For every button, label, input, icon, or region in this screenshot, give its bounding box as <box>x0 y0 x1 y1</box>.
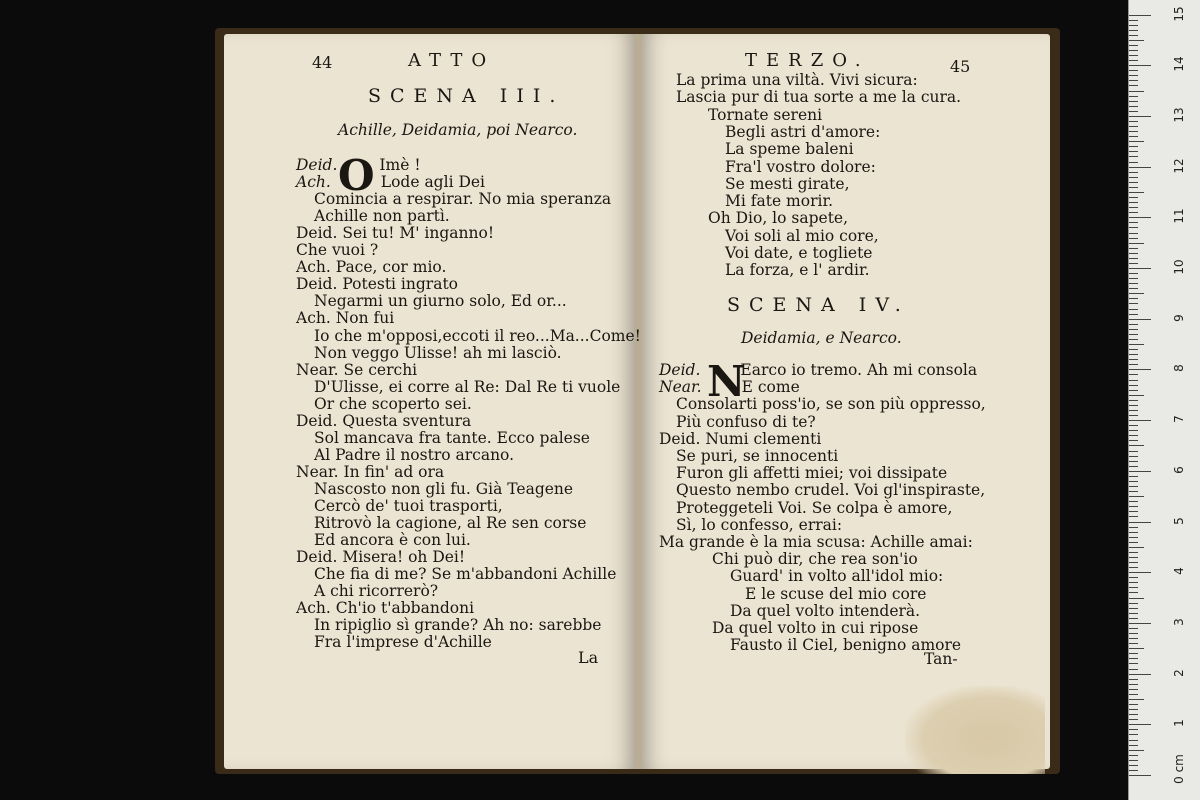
ruler-tick <box>1129 506 1138 507</box>
ruler-tick <box>1129 385 1138 386</box>
ruler-tick <box>1129 45 1138 46</box>
ruler-tick <box>1129 329 1138 330</box>
ruler-unit-label: 0 cm <box>1172 754 1186 784</box>
text-line: Questo nembo crudel. Voi gl'inspiraste, <box>676 481 986 500</box>
ruler-tick <box>1129 415 1138 416</box>
speaker-label: Deid. <box>659 361 701 379</box>
text-line: Ritrovò la cagione, al Re sen corse <box>314 514 587 533</box>
ruler-tick <box>1129 516 1138 517</box>
text-line: Fra'l vostro dolore: <box>725 157 876 176</box>
ruler-tick <box>1129 25 1138 26</box>
text-line: Sol mancava fra tante. Ecco palese <box>314 428 590 447</box>
ruler-tick <box>1129 20 1138 21</box>
ruler-number: 4 <box>1172 567 1186 576</box>
right-cast-list: Deidamia, e Nearco. <box>741 329 902 347</box>
text-line: Mi fate morir. <box>725 192 834 211</box>
ruler-tick <box>1129 745 1138 746</box>
ruler-tick <box>1129 121 1138 122</box>
ruler-tick <box>1129 30 1138 31</box>
text-line: Consolarti poss'io, se son più oppresso, <box>676 395 986 414</box>
ruler-tick <box>1129 719 1138 720</box>
ruler-tick <box>1129 395 1144 396</box>
ruler-tick <box>1129 476 1138 477</box>
ruler-tick <box>1129 288 1138 289</box>
ruler-tick <box>1129 527 1138 528</box>
text-line: A chi ricorrerò? <box>314 582 439 601</box>
measurement-ruler <box>1128 0 1200 800</box>
ruler-tick <box>1129 694 1138 695</box>
ruler-tick <box>1129 451 1138 452</box>
ruler-tick <box>1129 592 1138 593</box>
text-line: Deid. Misera! oh Dei! <box>296 548 466 567</box>
left-catchword: La <box>578 648 599 667</box>
text-line: Più confuso di te? <box>676 412 816 431</box>
text-line: Oh Dio, lo sapete, <box>708 209 849 228</box>
ruler-number: 12 <box>1172 157 1186 174</box>
ruler-tick <box>1129 233 1138 234</box>
ruler-tick <box>1129 420 1151 421</box>
text-line: Furon gli affetti miei; voi dissipate <box>676 464 948 483</box>
ruler-tick <box>1129 309 1138 310</box>
ruler-tick <box>1129 638 1138 639</box>
text-line: Se puri, se innocenti <box>676 447 839 465</box>
ruler-tick <box>1129 50 1138 51</box>
ruler-tick <box>1129 755 1138 756</box>
ruler-tick <box>1129 151 1138 152</box>
ruler-tick <box>1129 557 1138 558</box>
ruler-tick <box>1129 248 1138 249</box>
ruler-tick <box>1129 187 1138 188</box>
ruler-tick <box>1129 374 1138 375</box>
ruler-tick <box>1129 729 1138 730</box>
ruler-tick <box>1129 603 1138 604</box>
ruler-tick <box>1129 643 1138 644</box>
left-cast-list: Achille, Deidamia, poi Nearco. <box>338 121 578 139</box>
ruler-tick <box>1129 96 1138 97</box>
text-line: Io che m'opposi,eccoti il reo...Ma...Come! <box>314 326 641 345</box>
ruler-tick <box>1129 324 1138 325</box>
ruler-tick <box>1129 734 1138 735</box>
ruler-tick <box>1129 162 1138 163</box>
ruler-tick <box>1129 268 1151 269</box>
ruler-tick <box>1129 740 1138 741</box>
text-line: Proteggeteli Voi. Se colpa è amore, <box>676 498 953 517</box>
ruler-tick <box>1129 704 1138 705</box>
right-running-head: TERZO. <box>745 50 870 71</box>
ruler-tick <box>1129 141 1144 142</box>
ruler-tick <box>1129 334 1138 335</box>
ruler-tick <box>1129 380 1138 381</box>
ruler-tick <box>1129 770 1138 771</box>
text-line: Deid. Numi clementi <box>659 429 822 448</box>
ruler-tick <box>1129 709 1138 710</box>
book-gutter <box>634 34 642 769</box>
ruler-tick <box>1129 663 1138 664</box>
text-line: Tornate sereni <box>708 105 823 124</box>
ruler-tick <box>1129 425 1138 426</box>
ruler-tick <box>1129 623 1151 624</box>
text-line: Near. E come <box>659 378 800 397</box>
text-line: Cercò de' tuoi trasporti, <box>314 497 503 515</box>
ruler-tick <box>1129 496 1144 497</box>
ruler-tick <box>1129 101 1138 102</box>
ruler-tick <box>1129 491 1138 492</box>
ruler-tick <box>1129 65 1151 66</box>
ruler-number: 11 <box>1172 208 1186 224</box>
text-line: Achille non partì. <box>314 207 450 226</box>
ruler-number: 10 <box>1172 259 1186 275</box>
ruler-tick <box>1129 775 1151 776</box>
ruler-tick <box>1129 238 1138 239</box>
ruler-tick <box>1129 75 1138 76</box>
ruler-number: 1 <box>1172 719 1186 728</box>
ruler-tick <box>1129 344 1144 345</box>
ruler-tick <box>1129 582 1138 583</box>
ruler-tick <box>1129 227 1138 228</box>
ruler-tick <box>1129 501 1138 502</box>
ruler-tick <box>1129 369 1151 370</box>
ruler-tick <box>1129 669 1138 670</box>
left-scene-title: SCENA III. <box>368 85 565 107</box>
ruler-tick <box>1129 511 1138 512</box>
ruler-tick <box>1129 172 1138 173</box>
speaker-label: Ach. <box>296 173 331 192</box>
ruler-tick <box>1129 435 1138 436</box>
ruler-tick <box>1129 182 1138 183</box>
ruler-number: 9 <box>1172 313 1186 322</box>
text-line: Da quel volto in cui ripose <box>712 619 919 637</box>
ruler-tick <box>1129 598 1144 599</box>
ruler-tick <box>1129 192 1144 193</box>
ruler-tick <box>1129 714 1138 715</box>
text-line: Ma grande è la mia scusa: Achille amai: <box>659 533 973 551</box>
ruler-tick <box>1129 440 1138 441</box>
text-line: Nascosto non gli fu. Già Teagene <box>314 479 574 498</box>
ruler-tick <box>1129 410 1138 411</box>
ruler-tick <box>1129 658 1138 659</box>
text-line: Guard' in volto all'idol mio: <box>730 567 944 586</box>
ruler-tick <box>1129 40 1144 41</box>
text-line: Or che scoperto sei. <box>314 394 472 413</box>
ruler-tick <box>1129 70 1138 71</box>
ruler-tick <box>1129 466 1138 467</box>
ruler-tick <box>1129 298 1138 299</box>
left-drop-cap: O <box>338 151 375 200</box>
text-line: Sì, lo confesso, errai: <box>676 515 843 534</box>
ruler-tick <box>1129 131 1138 132</box>
ruler-tick <box>1129 481 1138 482</box>
ruler-tick <box>1129 724 1151 725</box>
ruler-tick <box>1129 587 1138 588</box>
ruler-tick <box>1129 760 1138 761</box>
text-line: Lascia pur di tua sorte a me la cura. <box>676 88 962 107</box>
text-line: Ach. Pace, cor mio. <box>296 258 447 277</box>
text-line: Ach. Lode agli Dei <box>296 173 486 192</box>
ruler-tick <box>1129 689 1138 690</box>
ruler-tick <box>1129 177 1138 178</box>
text-line: Ed ancora è con lui. <box>314 531 471 550</box>
text-line: Che fia di me? Se m'abbandoni Achille <box>314 565 617 584</box>
right-drop-cap: N <box>707 357 746 406</box>
ruler-tick <box>1129 445 1144 446</box>
ruler-tick <box>1129 537 1138 538</box>
speaker-label: Near. <box>659 378 702 397</box>
ruler-tick <box>1129 572 1151 573</box>
ruler-tick <box>1129 765 1138 766</box>
ruler-tick <box>1129 319 1151 320</box>
ruler-tick <box>1129 522 1151 523</box>
ruler-tick <box>1129 207 1138 208</box>
ruler-tick <box>1129 684 1138 685</box>
text-line: In ripiglio sì grande? Ah no: sarebbe <box>314 616 602 635</box>
text-line: Deid. Potesti ingrato <box>296 275 459 294</box>
left-running-head: ATTO <box>408 50 496 71</box>
ruler-tick <box>1129 314 1138 315</box>
text-line: Ach. Ch'io t'abbandoni <box>296 599 475 618</box>
ruler-tick <box>1129 699 1144 700</box>
ruler-tick <box>1129 243 1144 244</box>
speaker-label: Deid. <box>296 156 338 174</box>
ruler-tick <box>1129 55 1138 56</box>
text-line: Voi soli al mio core, <box>725 226 879 245</box>
ruler-tick <box>1129 618 1138 619</box>
ruler-tick <box>1129 359 1138 360</box>
ruler-tick <box>1129 258 1138 259</box>
ruler-tick <box>1129 562 1138 563</box>
text-line: Deid. Sei tu! M' inganno! <box>296 224 495 243</box>
ruler-tick <box>1129 364 1138 365</box>
text-line: Fausto il Ciel, benigno amore <box>730 636 962 655</box>
text-line: La prima una viltà. Vivi sicura: <box>676 71 918 89</box>
ruler-tick <box>1129 674 1151 675</box>
ruler-tick <box>1129 633 1138 634</box>
text-line: Chi può dir, che rea son'io <box>712 550 918 569</box>
ruler-tick <box>1129 608 1138 609</box>
ruler-tick <box>1129 653 1138 654</box>
ruler-tick <box>1129 471 1151 472</box>
ruler-number: 15 <box>1172 5 1186 22</box>
text-line: Deid. Questa sventura <box>296 411 472 430</box>
ruler-tick <box>1129 197 1138 198</box>
ruler-tick <box>1129 750 1144 751</box>
ruler-tick <box>1129 613 1138 614</box>
text-line: Begli astri d'amore: <box>725 122 881 141</box>
text-line: Da quel volto intenderà. <box>730 601 921 620</box>
text-line: La speme baleni <box>725 140 854 159</box>
ruler-tick <box>1129 217 1151 218</box>
ruler-tick <box>1129 293 1144 294</box>
text-line: Deid. Imè ! <box>296 156 421 174</box>
ruler-tick <box>1129 400 1138 401</box>
water-stain <box>905 686 1045 774</box>
text-line: Near. Se cerchi <box>296 360 418 379</box>
text-line: Non veggo Ulisse! ah mi lasciò. <box>314 343 562 362</box>
ruler-tick <box>1129 35 1138 36</box>
text-line: Al Padre il nostro arcano. <box>314 445 515 464</box>
ruler-tick <box>1129 156 1138 157</box>
ruler-tick <box>1129 85 1138 86</box>
ruler-tick <box>1129 80 1138 81</box>
ruler-number: 14 <box>1172 56 1186 72</box>
right-scene-title: SCENA IV. <box>727 294 910 316</box>
ruler-tick <box>1129 679 1138 680</box>
ruler-tick <box>1129 167 1151 168</box>
ruler-tick <box>1129 202 1138 203</box>
text-line: Fra l'imprese d'Achille <box>314 633 492 652</box>
ruler-tick <box>1129 263 1138 264</box>
ruler-tick <box>1129 456 1138 457</box>
ruler-tick <box>1129 354 1138 355</box>
ruler-tick <box>1129 136 1138 137</box>
ruler-tick <box>1129 486 1138 487</box>
ruler-tick <box>1129 628 1138 629</box>
ruler-number: 3 <box>1172 618 1186 626</box>
text-line: Near. In fin' ad ora <box>296 462 445 481</box>
text-line: Che vuoi ? <box>296 241 379 260</box>
ruler-number: 5 <box>1172 516 1186 525</box>
ruler-number: 7 <box>1172 415 1186 423</box>
text-line: Ach. Non fui <box>296 309 395 328</box>
ruler-tick <box>1129 390 1138 391</box>
text-line: Se mesti girate, <box>725 174 850 193</box>
ruler-tick <box>1129 273 1138 274</box>
text-line: Negarmi un giurno solo, Ed or... <box>314 292 567 311</box>
ruler-tick <box>1129 405 1138 406</box>
ruler-tick <box>1129 552 1138 553</box>
ruler-tick <box>1129 91 1144 92</box>
ruler-tick <box>1129 461 1138 462</box>
ruler-tick <box>1129 430 1138 431</box>
text-line: D'Ulisse, ei corre al Re: Dal Re ti vuole <box>314 377 621 396</box>
right-page-number: 45 <box>950 57 971 76</box>
ruler-tick <box>1129 60 1138 61</box>
ruler-number: 6 <box>1172 465 1186 474</box>
ruler-tick <box>1129 146 1138 147</box>
ruler-number: 13 <box>1172 107 1186 123</box>
ruler-tick <box>1129 349 1138 350</box>
ruler-tick <box>1129 648 1144 649</box>
ruler-tick <box>1129 278 1138 279</box>
ruler-tick <box>1129 567 1138 568</box>
ruler-tick <box>1129 532 1138 533</box>
ruler-tick <box>1129 111 1138 112</box>
ruler-tick <box>1129 126 1138 127</box>
ruler-tick <box>1129 547 1144 548</box>
ruler-tick <box>1129 303 1138 304</box>
ruler-tick <box>1129 15 1151 16</box>
ruler-number: 8 <box>1172 364 1186 373</box>
right-catchword: Tan- <box>924 650 958 668</box>
left-page-number: 44 <box>312 53 333 72</box>
ruler-tick <box>1129 339 1138 340</box>
text-line: La forza, e l' ardir. <box>725 261 870 280</box>
text-line: Deid. Earco io tremo. Ah mi consola <box>659 361 978 379</box>
ruler-tick <box>1129 253 1138 254</box>
text-line: E le scuse del mio core <box>745 584 927 603</box>
ruler-tick <box>1129 212 1138 213</box>
ruler-tick <box>1129 283 1138 284</box>
ruler-number: 2 <box>1172 668 1186 677</box>
ruler-tick <box>1129 577 1138 578</box>
text-line: Voi date, e togliete <box>725 244 873 262</box>
ruler-tick <box>1129 222 1138 223</box>
ruler-tick <box>1129 116 1151 117</box>
ruler-tick <box>1129 542 1138 543</box>
ruler-tick <box>1129 106 1138 107</box>
text-line: Comincia a respirar. No mia speranza <box>314 190 612 209</box>
